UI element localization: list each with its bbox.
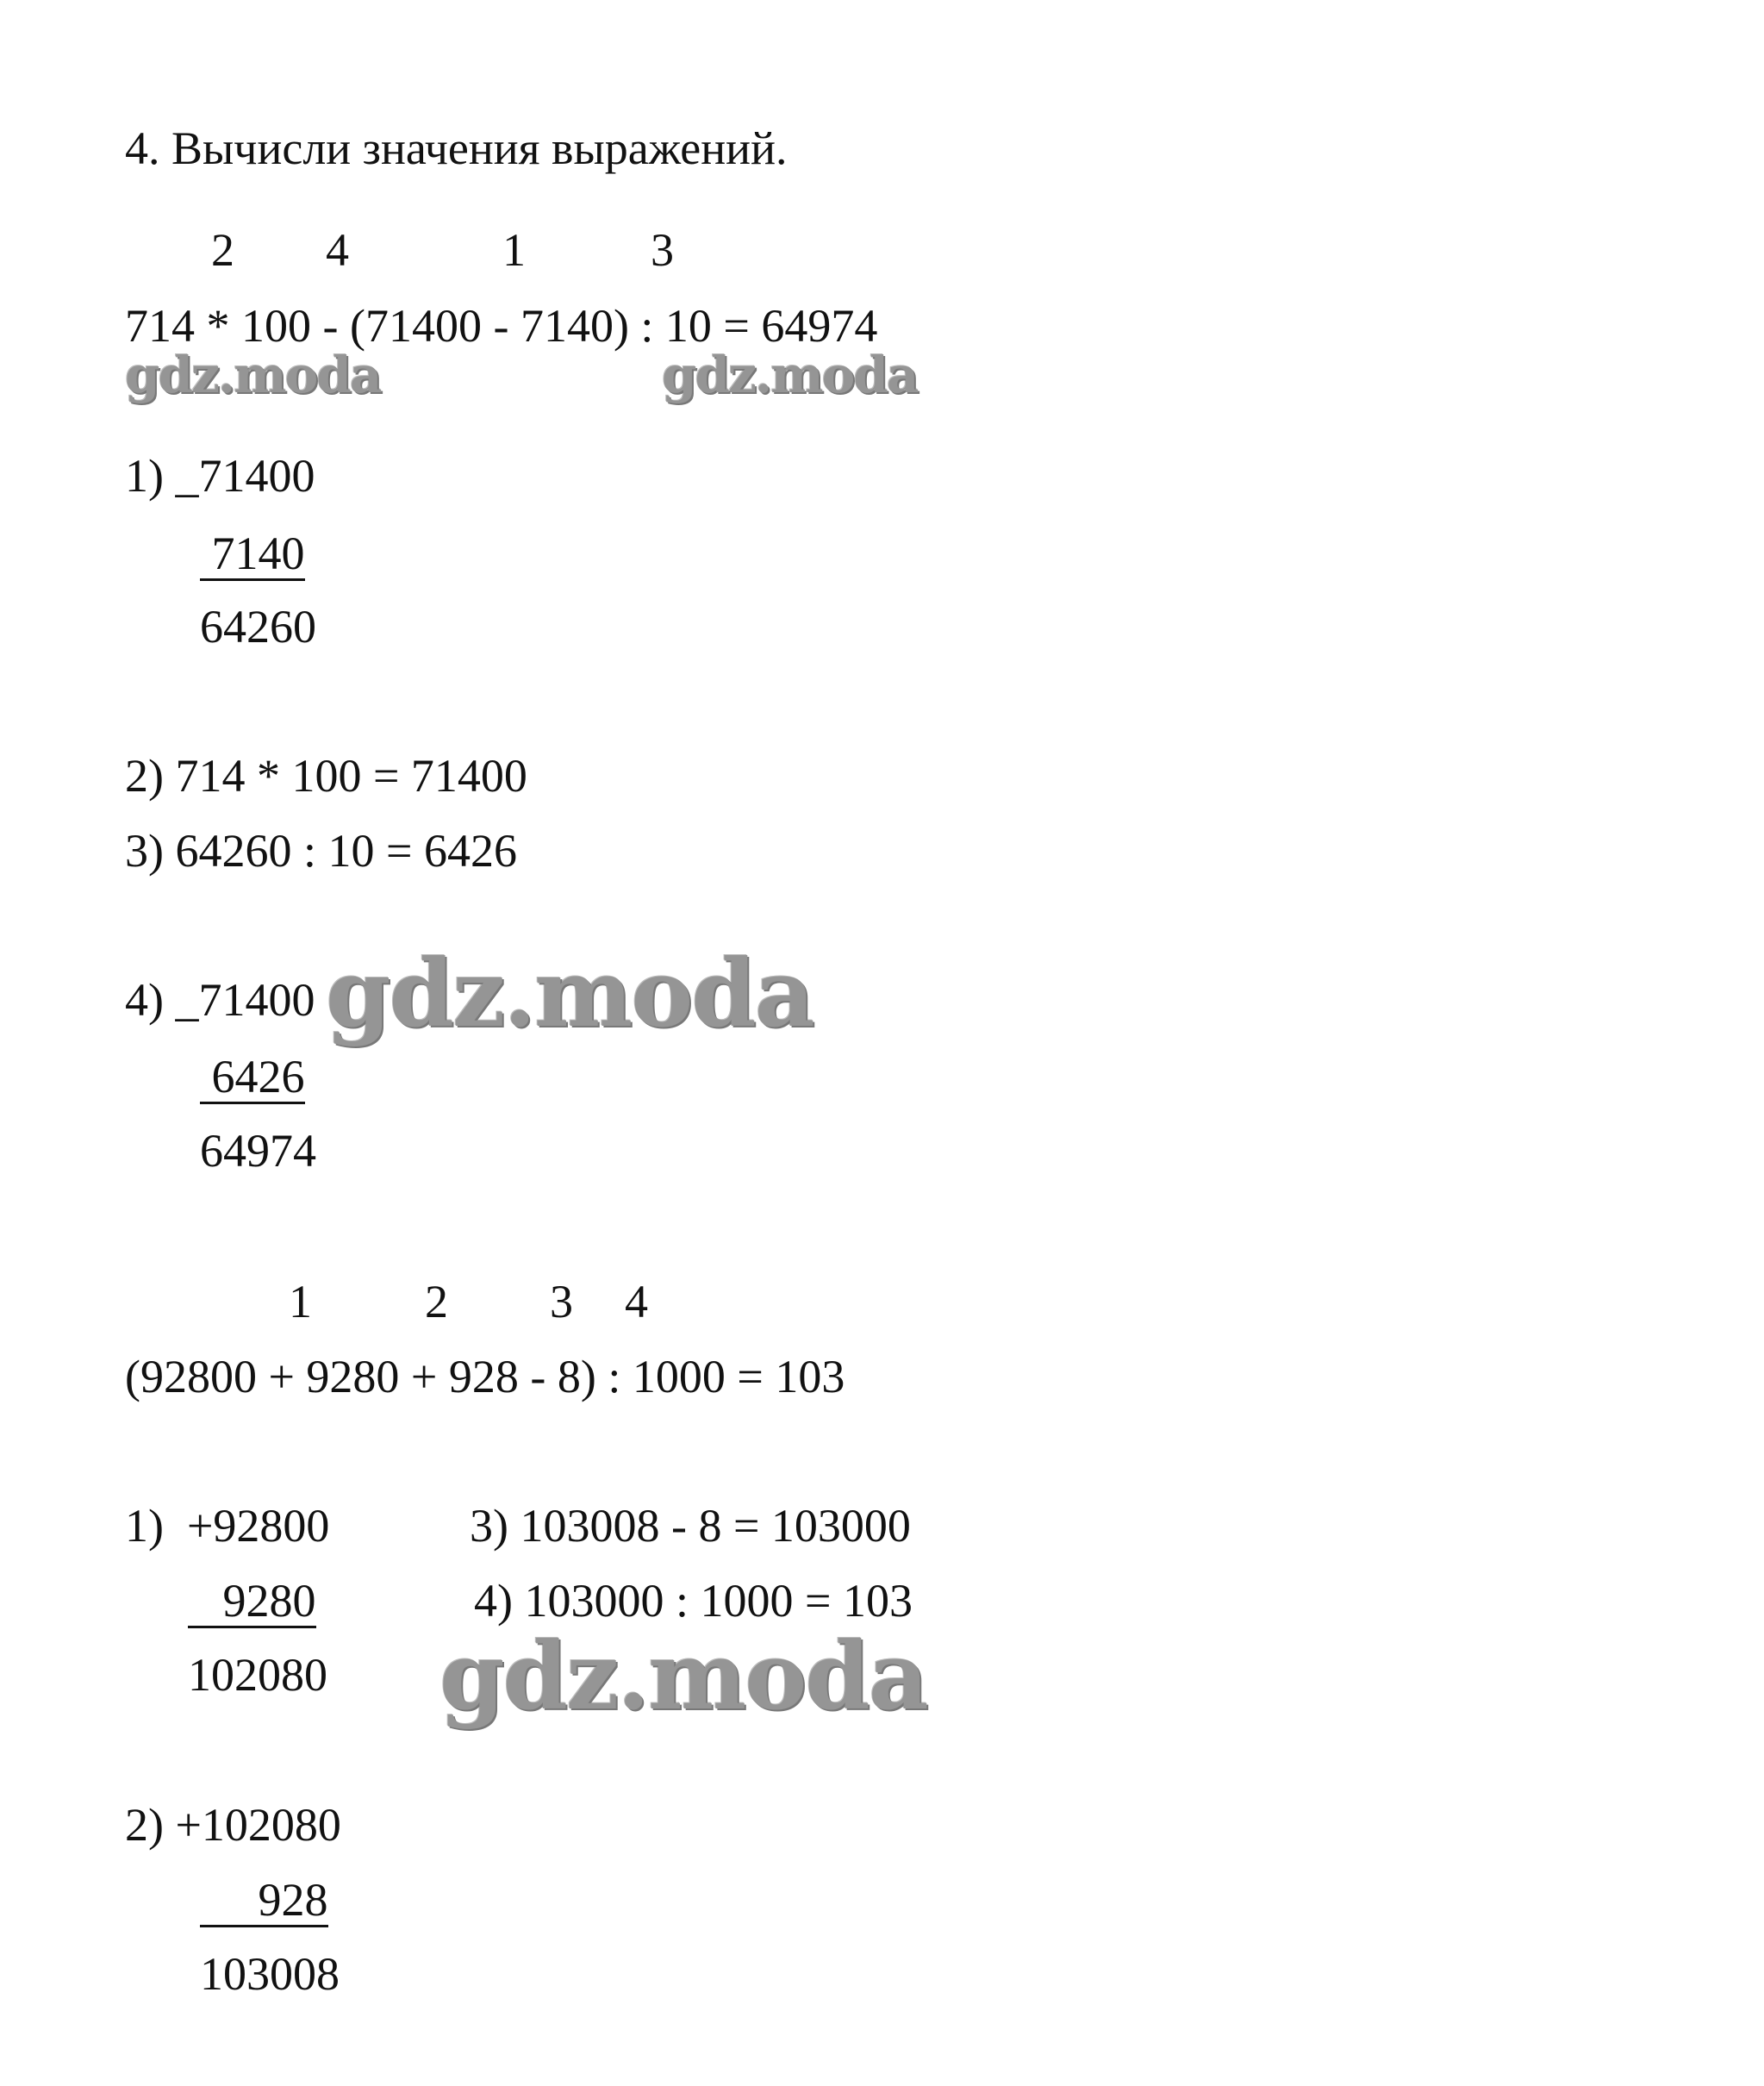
expression-2: (92800 + 9280 + 928 - 8) : 1000 = 103 xyxy=(125,1351,845,1402)
step-3: 3) 64260 : 10 = 6426 xyxy=(125,825,517,877)
step-3: 3) 103008 - 8 = 103000 xyxy=(470,1500,911,1552)
watermark: gdz.moda xyxy=(125,346,381,404)
subtrahend-underlined: 7140 xyxy=(200,528,305,579)
order-mark: 1 xyxy=(502,224,526,276)
watermark: gdz.moda xyxy=(662,346,918,404)
step-2-label: 2) +102080 xyxy=(125,1799,341,1851)
order-mark: 4 xyxy=(625,1276,648,1327)
step-4-result: 64974 xyxy=(200,1125,316,1177)
order-mark: 2 xyxy=(425,1276,448,1327)
step-1-result: 64260 xyxy=(200,601,316,653)
addend-underlined: 9280 xyxy=(188,1575,316,1627)
step-1-result: 102080 xyxy=(188,1649,327,1701)
watermark: gdz.moda xyxy=(439,1622,927,1731)
step-1-addend xyxy=(188,1573,316,1628)
exercise-title: 4. Вычисли значения выражений. xyxy=(125,122,788,174)
expression-1: 714 * 100 - (71400 - 7140) : 10 = 64974 xyxy=(125,300,878,352)
step-1-label: 1) _71400 xyxy=(125,450,315,502)
step-1-subtrahend xyxy=(200,526,305,581)
order-mark: 3 xyxy=(550,1276,573,1327)
addend-underlined: 928 xyxy=(200,1874,328,1926)
order-mark: 1 xyxy=(289,1276,312,1327)
step-4: 4) 103000 : 1000 = 103 xyxy=(474,1575,913,1627)
watermark: gdz.moda xyxy=(326,940,813,1048)
order-mark: 4 xyxy=(326,224,349,276)
step-1-label: 1) +92800 xyxy=(125,1500,330,1552)
order-mark: 2 xyxy=(211,224,234,276)
order-mark: 3 xyxy=(651,224,674,276)
step-4-label: 4) _71400 xyxy=(125,974,315,1026)
step-4-subtrahend xyxy=(200,1049,305,1104)
step-2-addend xyxy=(200,1872,328,1927)
subtrahend-underlined: 6426 xyxy=(200,1051,305,1102)
step-2-result: 103008 xyxy=(200,1948,340,2000)
step-2: 2) 714 * 100 = 71400 xyxy=(125,750,527,802)
